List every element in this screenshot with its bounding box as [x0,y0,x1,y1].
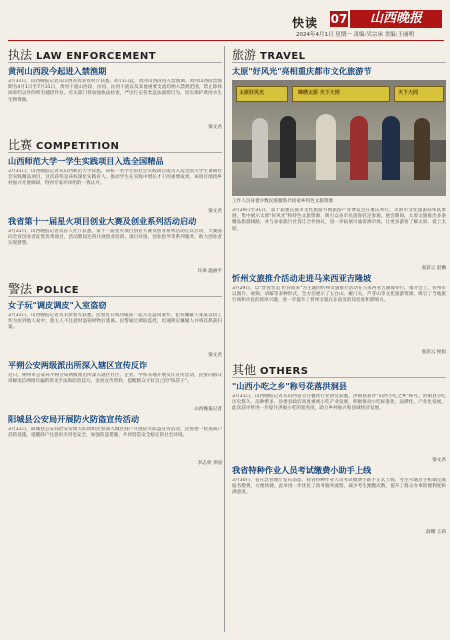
article-headline[interactable]: 太原"好风光"亮相重庆都市文化旅游节 [232,66,372,76]
article-headline[interactable]: 平朔公安两级派出所深入辖区宣传反诈 [8,360,148,370]
article-byline: 梁文君 [208,353,222,358]
person-figure [316,114,336,180]
article-body: 3月31日，山西晚报记者从山西省烹饪餐饮行业协会获悉，洪洞县获评"山西小吃之乡"称号。洪洞县小吃历史悠久、品种繁多，县委县政府高度重视小吃产业发展，积极推动小吃标准化、品牌化、产业化发展，此次获评将进一步提升洪洞小吃的知名度，助力乡村振兴和县域经济发展。 [232,394,446,412]
section-header-law: 执法 LAW ENFORCEMENT [8,46,222,63]
page-number: 07 [330,12,348,26]
article-headline[interactable]: 我省第十一届星火项目创业大赛及创业系列活动启动 [8,216,197,226]
news-photo[interactable] [232,80,446,196]
article-byline: 薛娜 王莉 [426,530,446,535]
newspaper-logo: 山西晚报 [350,10,442,28]
article-body: 3月31日，山西晚报记者从省人社厅获悉，第十一届星火项目创业大赛及创业系列活动正式启动，大赛面向全省创业者征集优秀项目，活动期间还将开展创业培训、项目对接、创业指导等系列服务，助力创业者实现梦想。 [8,229,222,247]
article-byline: 李志勇 李国 [197,461,222,466]
article-headline[interactable]: 女子玩"调皮调皮"入室盗窃 [8,300,107,310]
article-byline: 山西晚报记者 [194,407,222,412]
right-column [232,46,446,537]
article-headline[interactable]: 黄河山西段今起进入禁渔期 [8,66,107,76]
person-figure [252,118,268,178]
article-body: 近日，朔州市公安局平朔分局两级派出所深入辖区社区、企业、学校等地开展反诈宣传活动，民警向群众讲解电信网络诈骗的常见手法和防范技巧，发放宣传资料，提醒群众守好自己的"钱袋子"。 [8,373,222,385]
article-body: 3月31日，山西晚报记者从太原警方获悉，民警近日成功破获一起入室盗窃案件，犯罪嫌疑人张某以找工作为由到他人家中，趁主人不注意时盗窃财物后逃离。民警通过调取监控，迅速锁定嫌疑人并将其抓获归案。 [8,313,222,331]
article-headline[interactable]: "山西小吃之乡"称号花落洪洞县 [232,381,347,391]
person-figure [280,116,296,178]
person-figure [382,116,400,180]
article-body: 3月30日，省应急管理厅发布消息，我省特种作业人员考试缴费小助手正式上线，考生可通过手机端完成报名缴费，方便快捷。此举进一步优化了政务服务流程，减少考生跑腿次数，提升了群众办事的便利度和满意度。 [232,478,446,496]
booth-sign-text: 太原好风光 [239,90,265,96]
column-divider [224,46,225,632]
article-body: 3月29日，以"晋善晋美 忻你而来"为主题的忻州文旅推介活动在马来西亚吉隆坡举行。推介会上，忻州市以图片、视频、讲解等多种形式，全方位展示了五台山、雁门关、芦芽山等文化旅游资源，吸引了当地旅行商和市民的浓厚兴趣，进一步提升了忻州文旅在东南亚的知名度和影响力。 [232,286,446,304]
masthead [0,0,450,38]
article-headline[interactable]: 山西师范大学一学生实践项目入选全国精品 [8,156,164,166]
person-figure [414,118,430,180]
article-byline: 梁文君 [208,209,222,214]
person-figure [350,116,368,180]
article-headline[interactable]: 忻州文旅推介活动走进马来西亚吉隆坡 [232,273,372,283]
section-header-police: 警法 POLICE [8,280,222,297]
issue-info: 2024年4月1日 星期一 责编:吴宗承 美编:王丽明 [296,32,414,38]
article-byline: 张彩云 侯娟 [421,350,446,355]
left-column [8,46,222,468]
section-header-travel: 旅游 TRAVEL [232,46,446,63]
article-byline: 许翠 温丽平 [197,269,222,274]
booth-sign-text: 天下大同 [398,90,419,96]
article-body: 3月29日至31日，第十届重庆都市文化旅游节暨旅游产业博览会在重庆举行，太原市文化旅游局率队参展，集中展示太原"好风光"和特色文旅资源，吸引众多市民游客驻足参观。展会期间，太原文旅推出多条精品旅游线路，并与多家旅行社签订合作协议，进一步拓展川渝客源市场，让更多游客了解太原、爱上太原。 [232,208,446,232]
booth-sign-text: 锦绣太原 天下大同 [298,90,340,96]
article-byline: 张彩云 赵璐 [421,266,446,271]
article-body: 3月31日，阳城县公安局治安管理大队组织民警深入城区商户开展防火防盗宣传活动，民警逐一检查商户消防设施，提醒商户注意用火用电安全，加强防盗措施，共同营造安全稳定的社会环境。 [8,427,222,439]
section-header-competition: 比赛 COMPETITION [8,136,222,153]
article-byline: 梁文君 [208,125,222,130]
section-title: 快读 [292,16,319,30]
article-byline: 梁文君 [432,458,446,463]
article-headline[interactable]: 我省特种作业人员考试缴费小助手上线 [232,465,372,475]
article-headline[interactable]: 阳城县公安局开展防火防盗宣传活动 [8,414,140,424]
photo-caption: 工作人员身着少数民族服饰介绍家乡特色文旅资源 [232,199,334,204]
article-body: 3月31日，山西晚报记者从山西省农业农村厅获悉，4月1日起，黄河山西段进入禁渔期。黄河山西段禁渔期为4月1日至7月31日，黄河干流山西段、汾河、沁河干流以及其他重要支流均纳入禁渔范围，禁止除休闲垂钓以外的所有捕捞作业。有关部门将加强执法检查，严厉打击各类违法捕捞行为，切实保护黄河水生生物资源。 [8,79,222,103]
article-body: 3月31日，山西晚报记者从山西师范大学获悉，该校一名学生的社会实践项目成功入选全国大学生暑期社会实践精品项目。这次获奖是该校深化实践育人、推动学生在实践中增长才干的重要成果，该项目围绕乡村振兴开展调研，得到专家评审组的一致认可。 [8,169,222,187]
masthead-rule [8,40,444,41]
section-header-others: 其他 OTHERS [232,361,446,378]
